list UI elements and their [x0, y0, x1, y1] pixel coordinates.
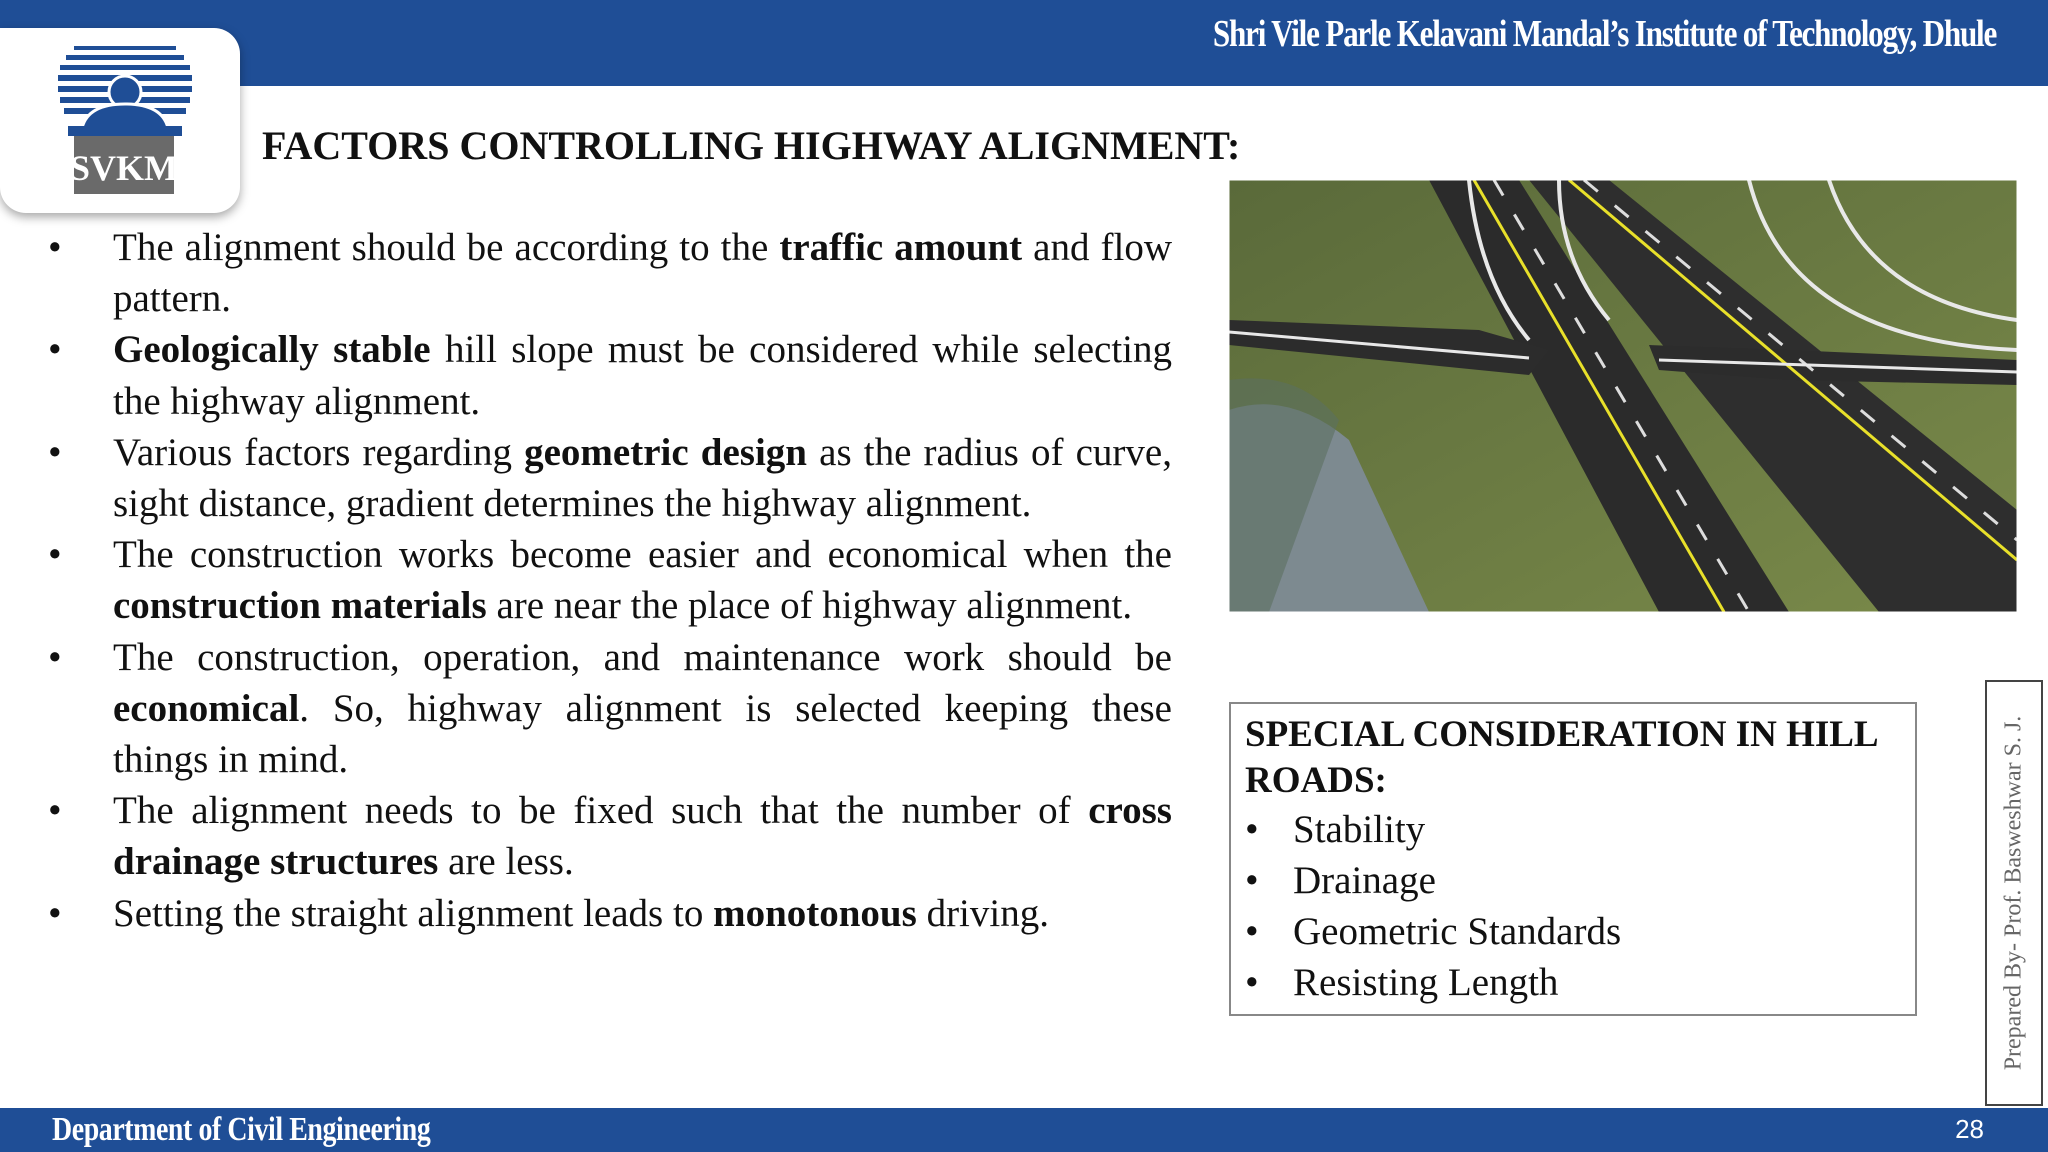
bullet-text: The construction, operation, and maintenance work should be [113, 635, 1172, 679]
special-item: • Drainage [1245, 855, 1901, 906]
bullet-text: hill slope must be considered while selecting the highway alignment. [113, 328, 1172, 423]
bullet-text: as the radius of curve, sight distance, gradient determines the highway alignment. [113, 430, 1172, 526]
page-number: 28 [1955, 1114, 1984, 1144]
bullet-text: are near the place of highway alignment. [486, 584, 1133, 628]
svkm-logo [0, 28, 240, 213]
bullet-bold-text: geometric design [524, 430, 807, 474]
bullet-text: Setting the straight alignment leads to [113, 891, 714, 935]
bullet-item [48, 632, 1172, 786]
bullet-item [48, 888, 1172, 939]
bullet-text: The alignment needs to be fixed such that the number of [113, 789, 1089, 833]
bullet-item [48, 785, 1172, 887]
logo-text: SVKM [70, 148, 178, 188]
bullet-bold-text: Geologically stable [113, 328, 431, 372]
bullet-bold-text: economical [113, 686, 300, 730]
special-list [1245, 804, 1901, 1008]
special-consideration-box [1229, 702, 1917, 1016]
slide-title: FACTORS CONTROLLING HIGHWAY ALIGNMENT: [262, 123, 1241, 168]
bullet-text: and flow pattern. [113, 226, 1172, 321]
bullet-text: Various factors regarding [113, 430, 525, 474]
institute-name: Shri Vile Parle Kelavani Mandal’s Institute of Technology, Dhule [1212, 13, 1996, 55]
logo-card [0, 28, 240, 213]
special-heading: SPECIAL CONSIDERATION IN HILL ROADS: [1245, 714, 1877, 801]
special-item: • Geometric Standards [1245, 906, 1901, 957]
bullet-bold-text: cross drainage structures [113, 789, 1172, 884]
bullet-bold-text: construction materials [113, 584, 487, 628]
bullet-text: driving. [916, 891, 1049, 935]
bullet-item [48, 529, 1172, 631]
bullet-text: The alignment should be according to the [113, 226, 780, 269]
header-bar [0, 0, 2048, 86]
department-name: Department of Civil Engineering [52, 1111, 431, 1148]
bullet-item [48, 222, 1172, 324]
footer-bar [0, 1108, 2048, 1152]
bullet-text: . So, highway alignment is selected keeping these things in mind. [113, 686, 1172, 782]
bullet-list [48, 222, 1172, 939]
special-item: • Resisting Length [1245, 957, 1901, 1008]
bullet-bold-text: monotonous [713, 891, 917, 935]
bullet-text: The construction works become easier and economical when the [113, 533, 1172, 577]
bullet-item [48, 324, 1172, 426]
prepared-by-label: Prepared By- Prof. Basweshwar S. J. [2000, 715, 2027, 1071]
bullet-text: are less. [438, 840, 574, 884]
special-item: • Stability [1245, 804, 1901, 855]
bullet-bold-text: traffic amount [779, 226, 1023, 269]
bullet-item [48, 427, 1172, 529]
highway-interchange-photo [1229, 180, 2017, 612]
